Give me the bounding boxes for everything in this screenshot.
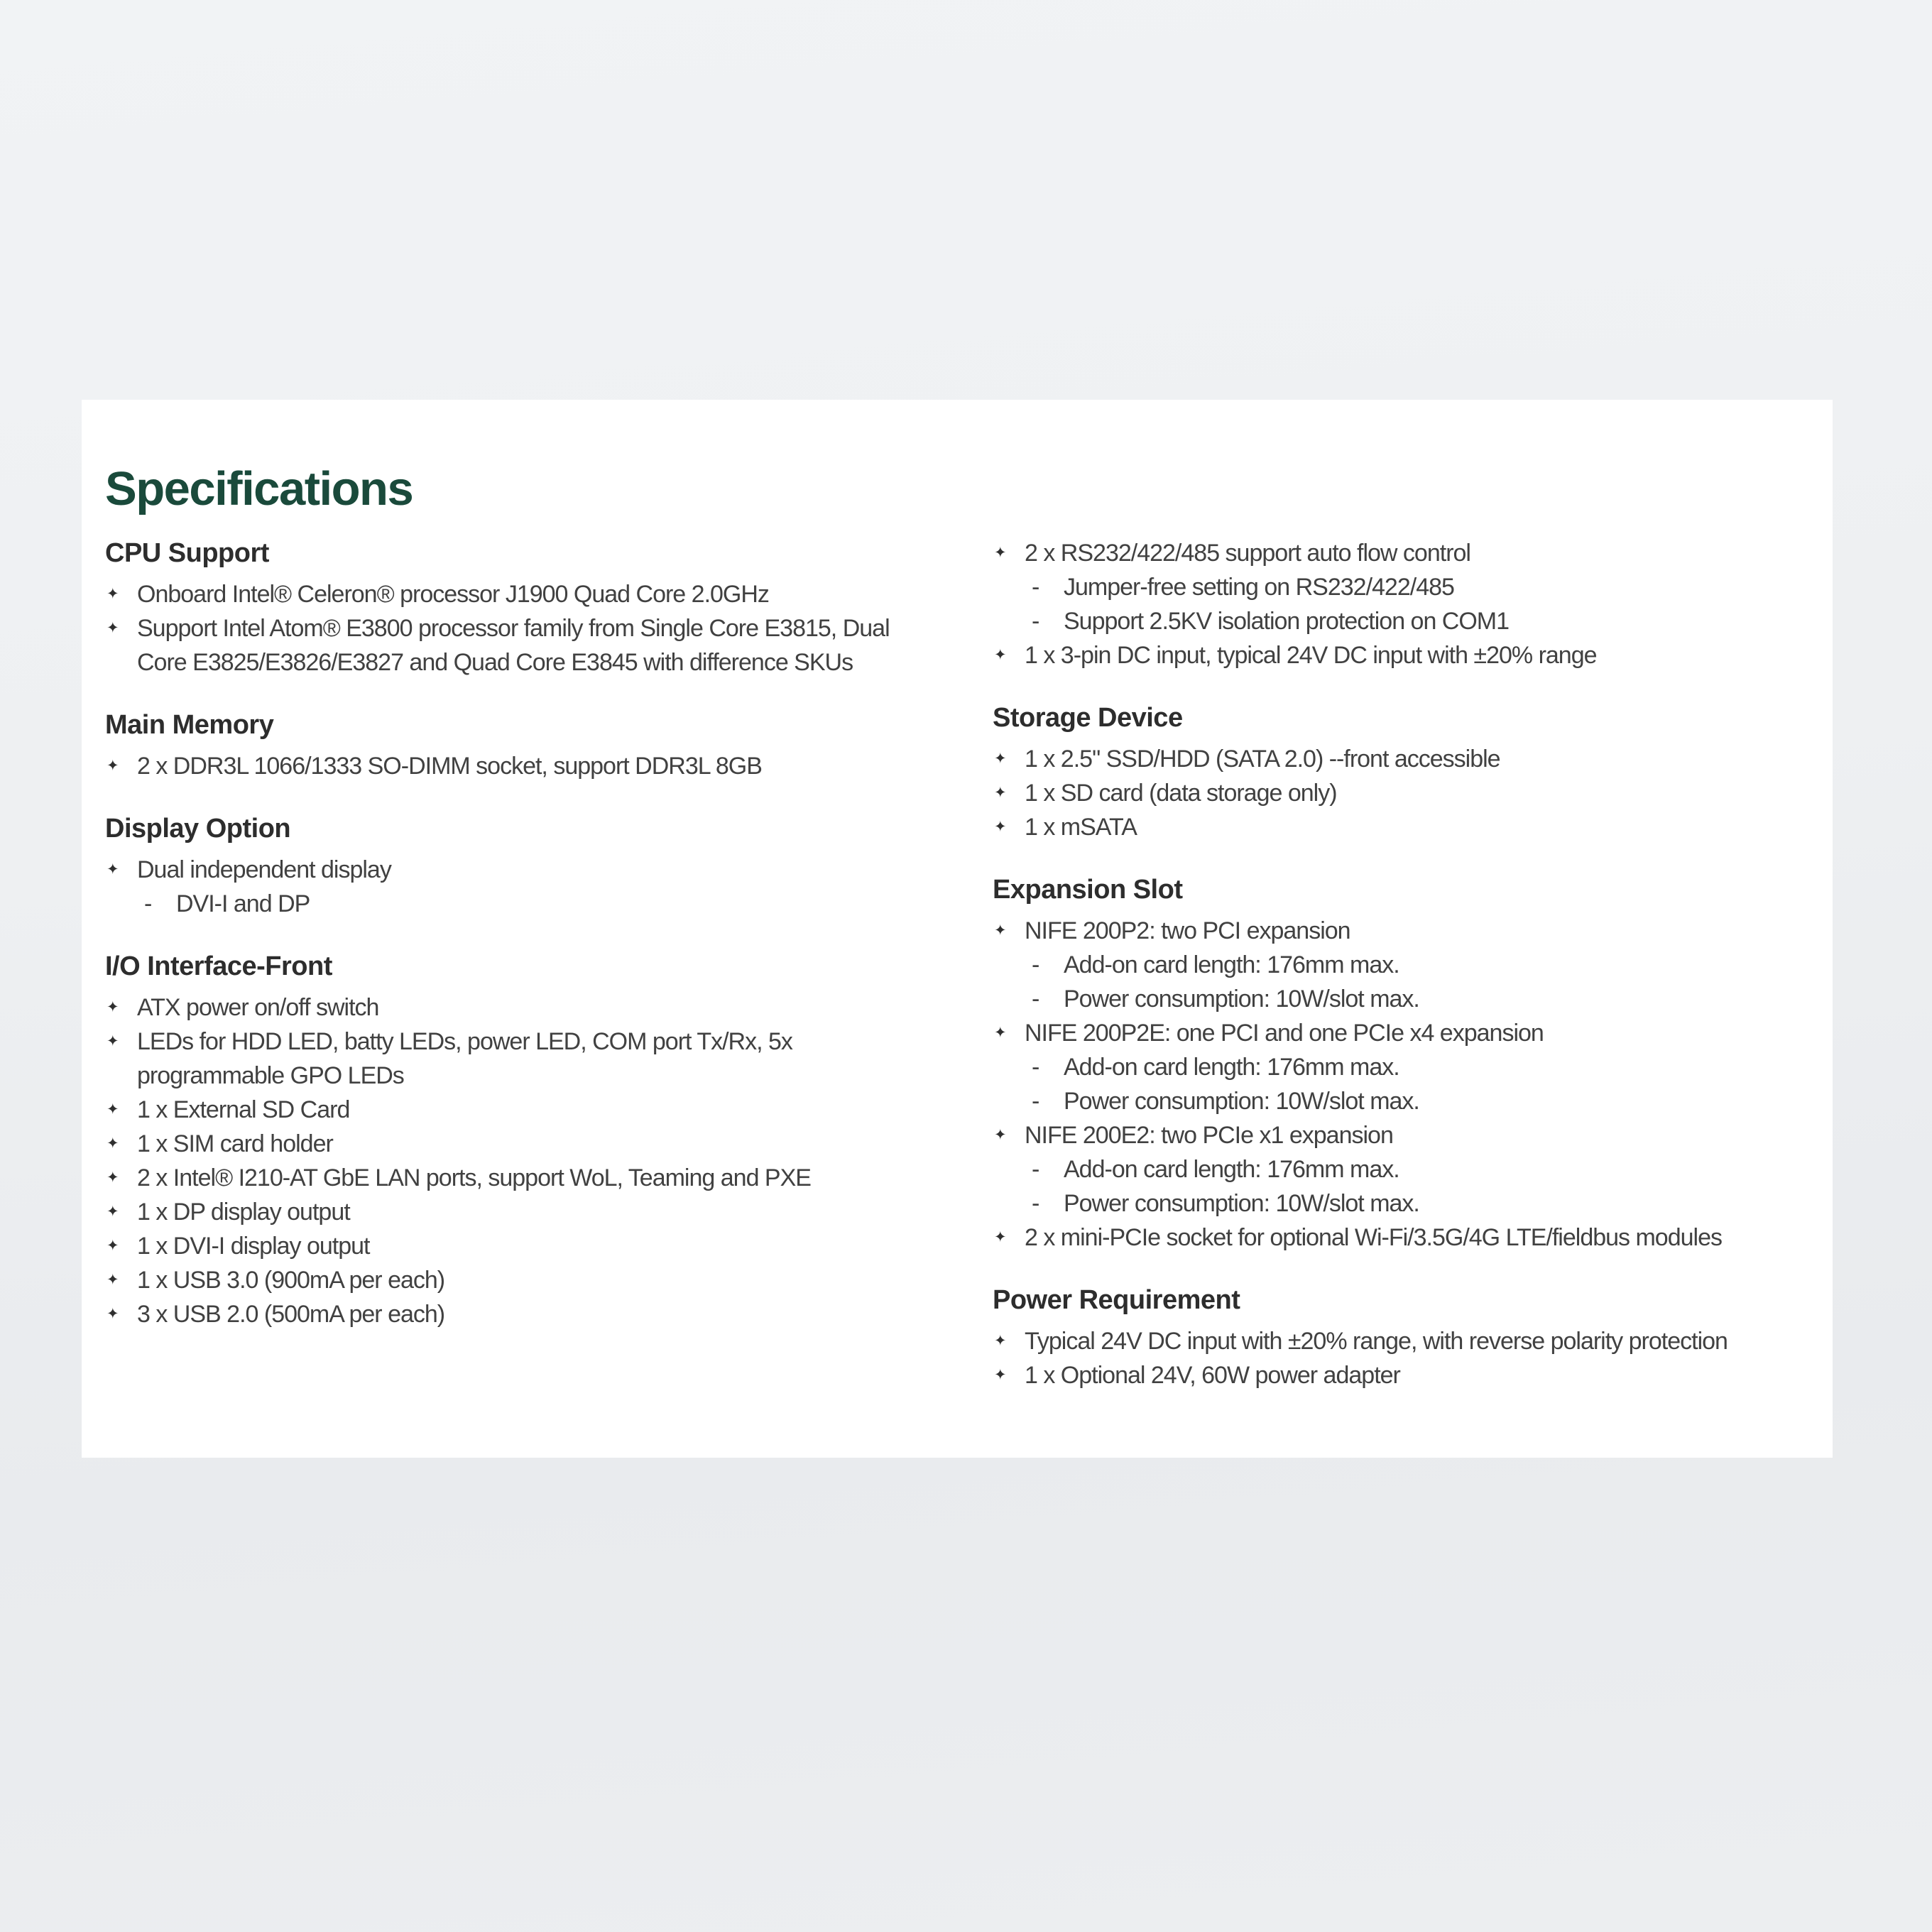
bullet-icon: ✦ [994, 922, 1006, 939]
spec-column [105, 536, 915, 1331]
bullet-icon: ✦ [107, 586, 119, 602]
spec-item [993, 948, 1809, 982]
item-text: NIFE 200E2: two PCIe x1 expansion [1025, 1122, 1393, 1149]
spec-item [993, 742, 1809, 776]
spec-section [993, 1283, 1809, 1392]
item-text: LEDs for HDD LED, batty LEDs, power LED, COM port Tx/Rx, 5x programmable GPO LEDs [137, 1028, 792, 1089]
spec-item-list [993, 914, 1809, 1255]
spec-item [105, 577, 915, 611]
item-text: 1 x mSATA [1025, 814, 1137, 841]
bullet-icon: ✦ [107, 1101, 119, 1118]
section-heading: Display Option [105, 814, 291, 844]
spec-item [993, 914, 1809, 948]
spec-section [105, 536, 915, 680]
item-text: Add-on card length: 176mm max. [1064, 951, 1399, 978]
spec-item-list [105, 749, 915, 783]
spec-item [105, 749, 915, 783]
spec-section [105, 812, 915, 921]
spec-item [993, 1016, 1809, 1050]
bullet-icon: ✦ [107, 1033, 119, 1049]
spec-item [105, 990, 915, 1025]
item-text: Power consumption: 10W/slot max. [1064, 1190, 1419, 1217]
spec-item-list [105, 853, 915, 921]
bullet-icon: ✦ [107, 620, 119, 636]
item-text: Support 2.5KV isolation protection on COM1 [1064, 608, 1510, 635]
spec-item [105, 1229, 915, 1263]
spec-section [993, 701, 1809, 844]
spec-item [105, 1025, 915, 1093]
spec-item [993, 570, 1809, 604]
bullet-icon: ✦ [107, 1272, 119, 1288]
spec-item [105, 611, 915, 680]
spec-item [993, 536, 1809, 570]
bullet-icon: ✦ [994, 647, 1006, 663]
section-heading: Expansion Slot [993, 875, 1183, 905]
spec-item [993, 1084, 1809, 1118]
bullet-icon: ✦ [994, 1333, 1006, 1349]
item-text: Jumper-free setting on RS232/422/485 [1064, 574, 1454, 601]
dash-icon: - [1032, 1088, 1039, 1115]
item-text: 1 x SIM card holder [137, 1130, 333, 1157]
dash-icon: - [1032, 1054, 1039, 1081]
item-text: Support Intel Atom® E3800 processor family from Single Core E3815, Dual Core E3825/E3826/E3827 and Quad Core E3845 with difference SKUs [137, 615, 890, 676]
item-text: 1 x 3-pin DC input, typical 24V DC input with ±20% range [1025, 642, 1597, 669]
bullet-icon: ✦ [107, 999, 119, 1015]
item-text: Onboard Intel® Celeron® processor J1900 Quad Core 2.0GHz [137, 581, 769, 608]
item-text: 1 x Optional 24V, 60W power adapter [1025, 1362, 1400, 1389]
spec-item [993, 982, 1809, 1016]
bullet-icon: ✦ [994, 545, 1006, 561]
spec-item-list [993, 536, 1809, 672]
dash-icon: - [144, 890, 152, 917]
spec-sheet-card [82, 400, 1833, 1458]
spec-section [993, 873, 1809, 1255]
section-heading: I/O Interface-Front [105, 951, 332, 981]
spec-item [993, 810, 1809, 844]
spec-item [993, 638, 1809, 672]
spec-item [105, 1161, 915, 1195]
spec-item-list [105, 990, 915, 1331]
section-heading: Power Requirement [993, 1285, 1240, 1315]
dash-icon: - [1032, 1190, 1039, 1217]
bullet-icon: ✦ [994, 785, 1006, 801]
spec-item-list [993, 1324, 1809, 1392]
item-text: 1 x DP display output [137, 1199, 350, 1226]
spec-column [993, 536, 1809, 1392]
bullet-icon: ✦ [107, 758, 119, 774]
spec-item [105, 1195, 915, 1229]
spec-item [993, 1050, 1809, 1084]
item-text: 1 x External SD Card [137, 1096, 350, 1123]
spec-item [993, 604, 1809, 638]
bullet-icon: ✦ [107, 1306, 119, 1322]
spec-item-list [993, 742, 1809, 844]
spec-section [105, 708, 915, 783]
bullet-icon: ✦ [107, 1169, 119, 1186]
bullet-icon: ✦ [994, 1127, 1006, 1143]
bullet-icon: ✦ [107, 1238, 119, 1254]
item-text: ATX power on/off switch [137, 994, 379, 1021]
dash-icon: - [1032, 574, 1039, 601]
bullet-icon: ✦ [107, 1204, 119, 1220]
item-text: 2 x RS232/422/485 support auto flow control [1025, 540, 1470, 567]
bullet-icon: ✦ [994, 751, 1006, 767]
item-text: 1 x USB 3.0 (900mA per each) [137, 1267, 445, 1294]
spec-item [993, 1221, 1809, 1255]
item-text: Power consumption: 10W/slot max. [1064, 1088, 1419, 1115]
spec-item [993, 1358, 1809, 1392]
spec-item [993, 1118, 1809, 1152]
item-text: 1 x 2.5" SSD/HDD (SATA 2.0) --front accessible [1025, 746, 1500, 773]
item-text: Add-on card length: 176mm max. [1064, 1054, 1399, 1081]
item-text: Power consumption: 10W/slot max. [1064, 986, 1419, 1013]
spec-item [993, 1152, 1809, 1186]
item-text: DVI-I and DP [176, 890, 310, 917]
section-heading: Storage Device [993, 703, 1183, 733]
spec-item [105, 887, 915, 921]
item-text: 2 x mini-PCIe socket for optional Wi-Fi/3.5G/4G LTE/fieldbus modules [1025, 1224, 1722, 1251]
spec-item [105, 1297, 915, 1331]
bullet-icon: ✦ [107, 861, 119, 878]
spec-item [105, 1093, 915, 1127]
dash-icon: - [1032, 608, 1039, 635]
spec-item [993, 776, 1809, 810]
spec-item [105, 1127, 915, 1161]
spec-item [105, 853, 915, 887]
item-text: 1 x DVI-I display output [137, 1233, 370, 1260]
spec-columns [105, 536, 1809, 1392]
spec-item [105, 1263, 915, 1297]
spec-item [993, 1324, 1809, 1358]
item-text: 1 x SD card (data storage only) [1025, 780, 1337, 807]
spec-item-list [105, 577, 915, 680]
dash-icon: - [1032, 986, 1039, 1013]
spec-section [105, 949, 915, 1331]
item-text: NIFE 200P2: two PCI expansion [1025, 917, 1350, 944]
bullet-icon: ✦ [994, 1025, 1006, 1041]
item-text: Dual independent display [137, 856, 391, 883]
dash-icon: - [1032, 951, 1039, 978]
item-text: 3 x USB 2.0 (500mA per each) [137, 1301, 445, 1328]
bullet-icon: ✦ [107, 1135, 119, 1152]
item-text: 2 x DDR3L 1066/1333 SO-DIMM socket, support DDR3L 8GB [137, 753, 762, 780]
bullet-icon: ✦ [994, 1229, 1006, 1245]
spec-section [993, 536, 1809, 672]
page-title: Specifications [105, 462, 413, 515]
bullet-icon: ✦ [994, 819, 1006, 835]
item-text: Add-on card length: 176mm max. [1064, 1156, 1399, 1183]
section-heading: Main Memory [105, 710, 274, 740]
item-text: NIFE 200P2E: one PCI and one PCIe x4 expansion [1025, 1020, 1544, 1047]
bullet-icon: ✦ [994, 1367, 1006, 1383]
section-heading: CPU Support [105, 538, 269, 568]
item-text: Typical 24V DC input with ±20% range, with reverse polarity protection [1025, 1328, 1728, 1355]
dash-icon: - [1032, 1156, 1039, 1183]
spec-item [993, 1186, 1809, 1221]
item-text: 2 x Intel® I210-AT GbE LAN ports, support WoL, Teaming and PXE [137, 1164, 811, 1191]
